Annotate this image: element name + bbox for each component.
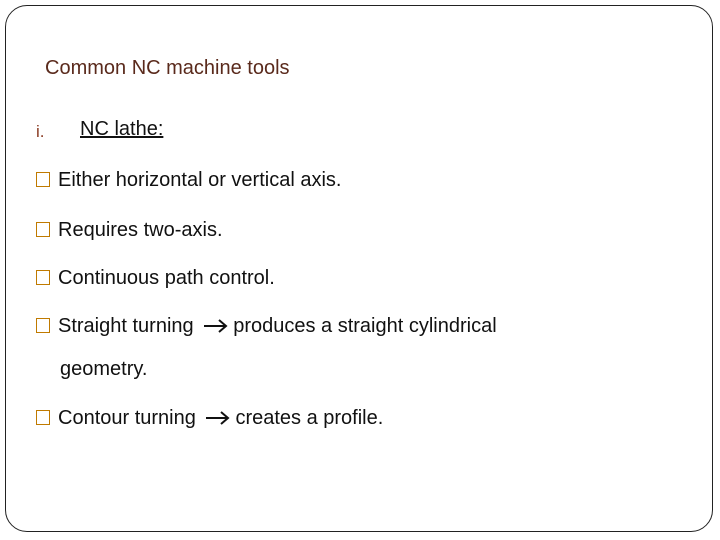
- bullet-item: [36, 218, 223, 242]
- right-arrow-icon: [203, 319, 229, 333]
- slide-title: Common NC machine tools: [45, 57, 290, 79]
- bullet-text: produces a straight cylindrical: [233, 315, 497, 337]
- bullet-item: [36, 406, 383, 430]
- right-arrow-icon: [205, 411, 231, 425]
- square-bullet-icon: [36, 222, 50, 237]
- bullet-text: Straight turning: [58, 315, 194, 337]
- bullet-item: [36, 266, 275, 290]
- bullet-text: Contour turning: [58, 407, 196, 429]
- square-bullet-icon: [36, 270, 50, 285]
- bullet-text: Requires two-axis.: [58, 219, 223, 241]
- section-number: i.: [36, 122, 45, 141]
- bullet-text: Either horizontal or vertical axis.: [58, 169, 342, 191]
- bullet-text: creates a profile.: [235, 407, 384, 429]
- square-bullet-icon: [36, 410, 50, 425]
- bullet-item: [36, 168, 341, 192]
- bullet-text: Continuous path control.: [58, 267, 275, 289]
- section-heading: NC lathe:: [80, 118, 164, 140]
- square-bullet-icon: [36, 172, 50, 187]
- bullet-continuation: geometry.: [60, 358, 148, 380]
- square-bullet-icon: [36, 318, 50, 333]
- bullet-item: [36, 314, 497, 338]
